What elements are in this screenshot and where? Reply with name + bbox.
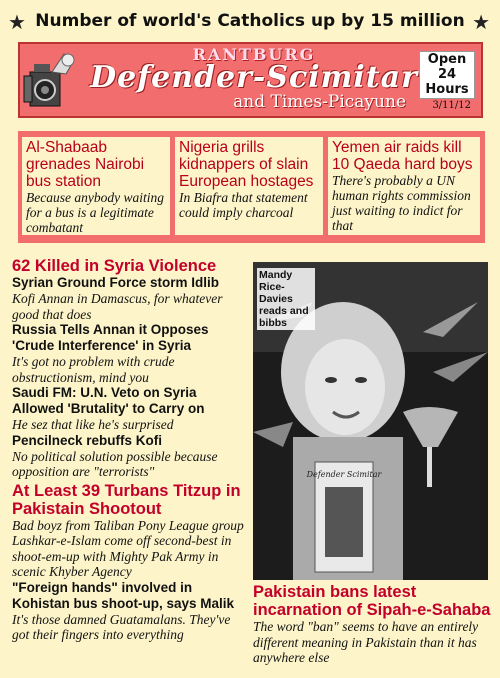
- deck-text: It's got no problem with crude obstructionism, mind you: [12, 354, 175, 385]
- deck-text: The word "ban" seems to have an entirely different meaning in Pakistain than it has anywhere else: [253, 619, 479, 665]
- open-24-hours-box: [419, 51, 475, 99]
- open-label: Open: [427, 52, 467, 67]
- deck-text: Kofi Annan in Damascus, for whatever good that does: [12, 291, 223, 322]
- left-column: [12, 257, 248, 643]
- story-headline[interactable]: Pakistain bans latest incarnation of Sipah-e-Sahaba: [253, 583, 491, 619]
- top-stories: [18, 131, 485, 243]
- subheadline[interactable]: Saudi FM: U.N. Veto on Syria Allowed 'Brutality' to Carry on: [12, 385, 205, 416]
- story-headline[interactable]: Nigeria grills kidnappers of slain European hostages: [179, 139, 314, 190]
- pakistain-headline[interactable]: At Least 39 Turbans Titzup in Pakistain Shootout: [12, 481, 241, 518]
- subheadline[interactable]: Syrian Ground Force storm Idlib: [12, 275, 220, 290]
- masthead-line1: RANTBURG: [192, 45, 316, 64]
- top-banner[interactable]: [0, 0, 500, 42]
- story-headline[interactable]: Al-Shabaab grenades Nairobi bus station: [26, 139, 145, 190]
- star-icon: ★: [472, 12, 490, 34]
- deck-text: No political solution possible because opposition are "terrorists": [12, 448, 218, 479]
- top-story[interactable]: [175, 137, 323, 235]
- news-photo[interactable]: [253, 262, 488, 580]
- open-hours-label: Hours: [425, 82, 469, 97]
- deck-text: He sez that like he's surprised: [12, 417, 174, 432]
- star-icon: ★: [8, 12, 26, 34]
- subheadline[interactable]: Russia Tells Annan it Opposes 'Crude Interference' in Syria: [12, 322, 209, 353]
- deck-text: It's those damned Guatamalans. They've got their fingers into everything: [12, 611, 231, 642]
- deck-text: Bad boyz from Taliban Pony League group Lashkar-e-Islam come off second-best in shoot-em-up with Mighty Pak Army in scenic Khyber Agency: [12, 517, 244, 579]
- banner-headline[interactable]: Number of world's Catholics up by 15 million: [35, 11, 465, 31]
- top-story[interactable]: [22, 137, 170, 235]
- issue-date: 3/11/12: [432, 100, 471, 111]
- subheadline[interactable]: Pencilneck rebuffs Kofi: [12, 432, 163, 448]
- masthead-line3: and Times-Picayune: [233, 92, 406, 112]
- photo-caption: Mandy Rice-Davies reads and bibbs: [257, 268, 315, 330]
- right-bottom-story: [253, 583, 491, 666]
- masthead-title: [84, 46, 424, 111]
- story-deck: Because anybody waiting for a bus is a legitimate combatant: [26, 190, 164, 235]
- masthead: [18, 42, 483, 118]
- subheadline[interactable]: "Foreign hands" involved in Kohistan bus shoot-up, says Malik: [12, 579, 235, 611]
- photo-paper-name: Defender Scimitar: [306, 470, 382, 479]
- camera-icon: [22, 50, 76, 114]
- story-headline[interactable]: Yemen air raids kill 10 Qaeda hard boys: [332, 139, 473, 173]
- top-story[interactable]: [328, 137, 480, 235]
- masthead-line2: Defender-Scimitar: [90, 60, 418, 95]
- story-deck: There's probably a UN human rights commission just waiting to indict for that: [332, 173, 471, 233]
- open-hours-number: 24: [437, 67, 457, 82]
- syria-headline[interactable]: 62 Killed in Syria Violence: [12, 257, 217, 275]
- story-deck: In Biafra that statement could imply charcoal: [179, 190, 308, 220]
